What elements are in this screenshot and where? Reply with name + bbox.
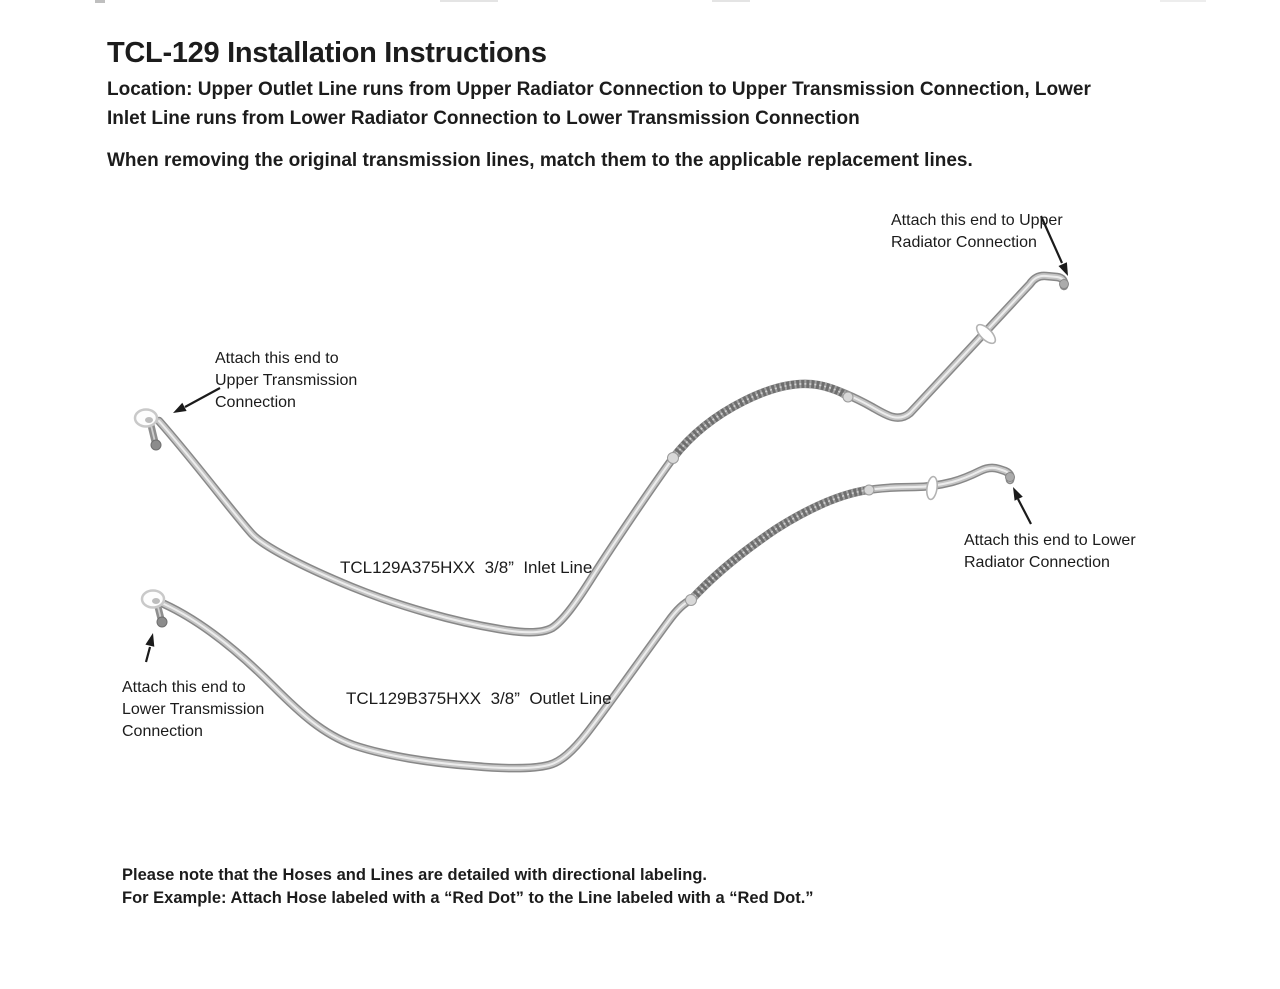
arrow-to-lower-radiator-end (1013, 487, 1031, 524)
removal-instruction: When removing the original transmission lines, match them to the applicable replacement lines. (107, 150, 973, 171)
outlet-end-ring (142, 591, 164, 608)
annotation-line: Upper Transmission (215, 372, 358, 389)
annotation-line: Connection (122, 723, 203, 740)
inlet-hose-collar (668, 453, 679, 464)
directional-labeling-note (122, 864, 814, 910)
inlet-tube-body (159, 276, 1064, 632)
inlet-end-nut (151, 440, 161, 450)
annotation-upper-radiator (891, 210, 1063, 254)
arrow-to-upper-transmission-end (173, 388, 220, 413)
outlet-hose-end-fitting (864, 485, 874, 495)
outlet-tube-highlight (164, 468, 1010, 768)
inlet-end-ring (135, 410, 157, 427)
arrow-to-lower-transmission-end (145, 633, 154, 662)
callout-arrows (145, 216, 1068, 662)
annotation-line: Attach this end to (215, 350, 339, 367)
annotation-lower-transmission (122, 677, 264, 743)
annotation-upper-transmission (215, 348, 357, 414)
location-line-1: Location: Upper Outlet Line runs from Upper Radiator Connection to Upper Transmission Connection, Lower (107, 79, 1091, 100)
annotation-line: Attach this end to Upper (891, 212, 1063, 229)
inlet-hose-end-fitting (843, 392, 853, 402)
outlet-end-nut (157, 617, 167, 627)
outlet-line-label: TCL129B375HXX 3/8” Outlet Line (346, 689, 612, 708)
inlet-radiator-end-tip (1060, 280, 1069, 289)
footer-note-line-2: For Example: Attach Hose labeled with a “Red Dot” to the Line labeled with a “Red Dot.” (122, 889, 814, 907)
annotation-line: Attach this end to (122, 679, 246, 696)
outlet-hose-collar (686, 595, 697, 606)
annotation-line: Lower Transmission (122, 701, 265, 718)
inlet-braided-section (673, 384, 848, 458)
inlet-tube-path (159, 276, 1064, 632)
page-title: TCL-129 Installation Instructions (107, 37, 547, 69)
outlet-tube-path (164, 468, 1010, 768)
inlet-line-tube (135, 276, 1069, 632)
location-line-2: Inlet Line runs from Lower Radiator Connection to Lower Transmission Connection (107, 107, 860, 129)
outlet-transmission-end-fitting (142, 591, 167, 628)
inlet-transmission-end-fitting (135, 410, 161, 451)
footer-note-line-1: Please note that the Hoses and Lines are detailed with directional labeling. (122, 866, 707, 884)
annotation-line: Radiator Connection (891, 234, 1037, 251)
outlet-line-tube (142, 468, 1015, 768)
annotation-line: Connection (215, 394, 296, 411)
outlet-grommet-clip (925, 476, 938, 500)
inlet-line-label: TCL129A375HXX 3/8” Inlet Line (340, 558, 593, 577)
outlet-tube-body (164, 468, 1010, 768)
outlet-radiator-end-tip (1006, 473, 1015, 482)
annotation-lower-radiator (964, 530, 1136, 574)
annotation-line: Radiator Connection (964, 554, 1110, 571)
inlet-tube-highlight (159, 276, 1064, 632)
annotation-line: Attach this end to Lower (964, 532, 1136, 549)
outlet-braided-section (691, 490, 869, 600)
